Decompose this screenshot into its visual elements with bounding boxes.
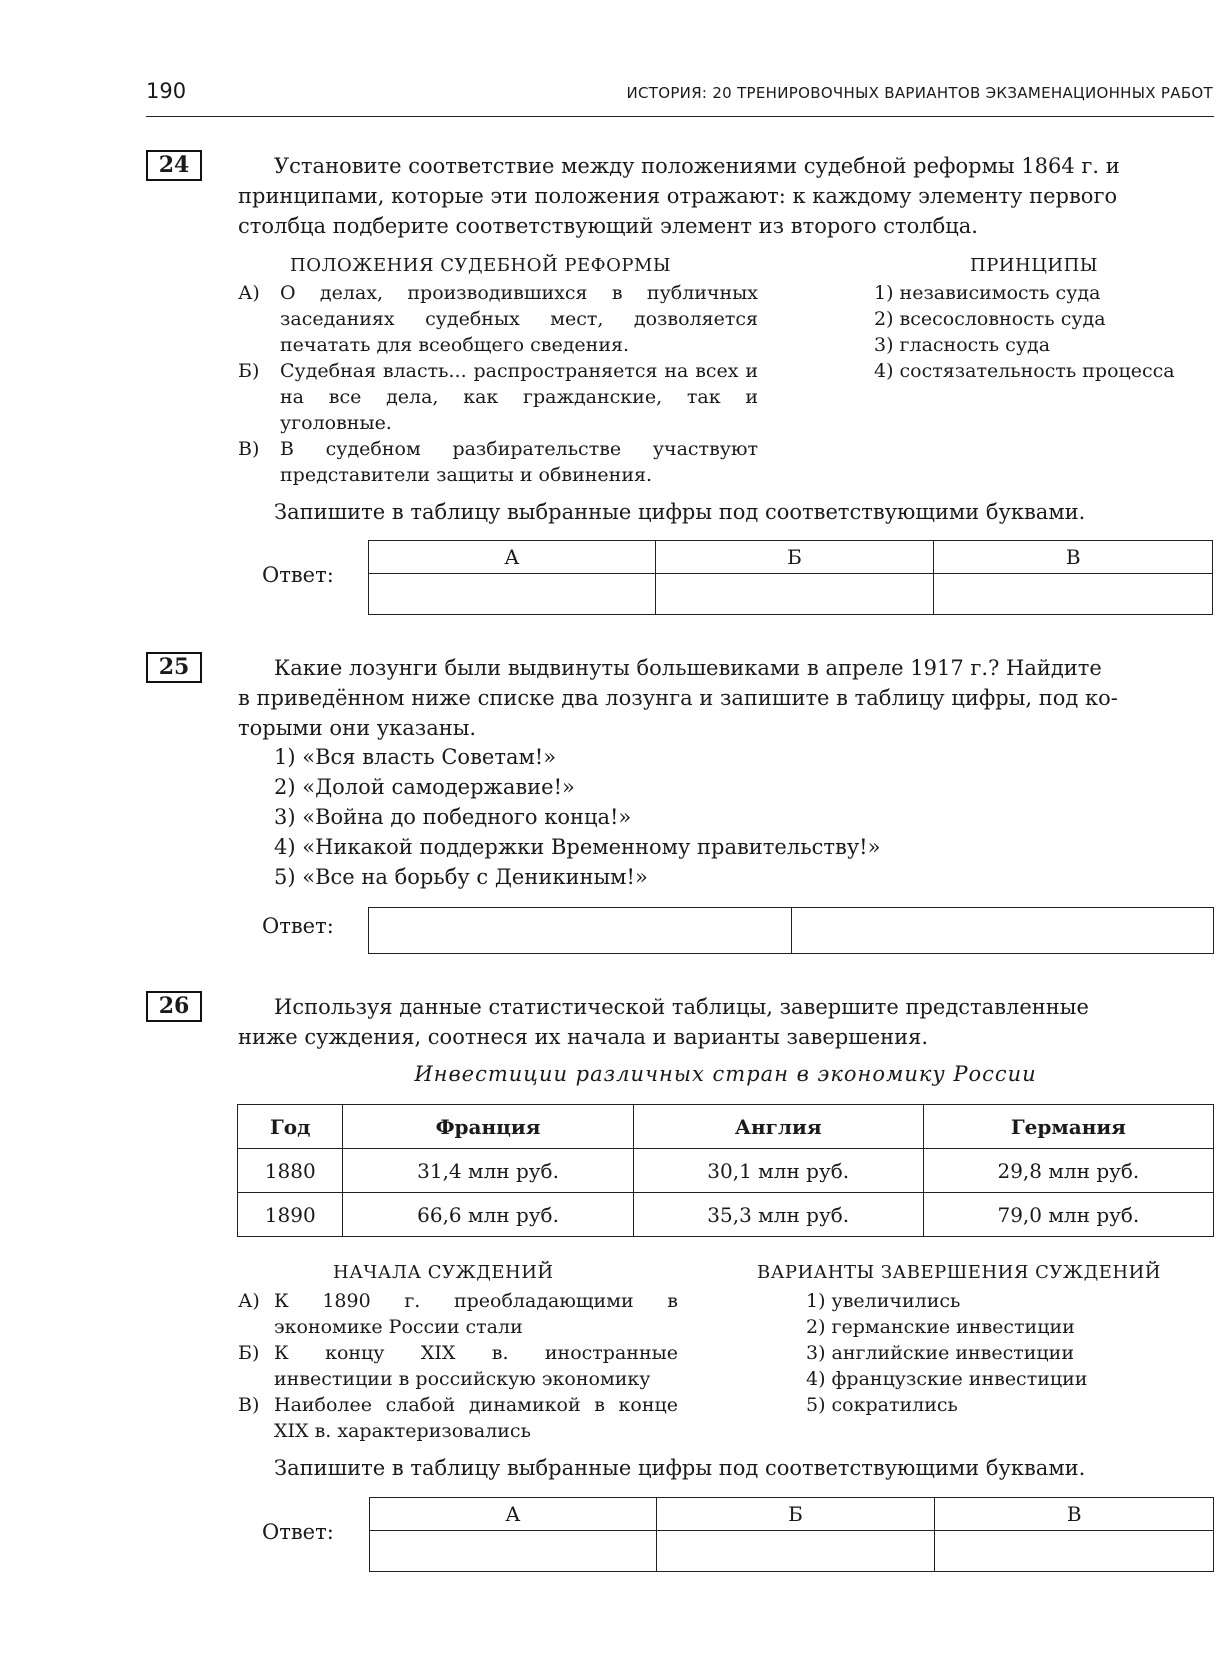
item-text: В судебном разбирательстве участвуют представители защиты и обвинения.	[280, 438, 758, 486]
answer-cell-v[interactable]	[934, 574, 1213, 615]
table-cell: 29,8 млн руб.	[923, 1149, 1213, 1193]
item-label: В)	[238, 438, 260, 460]
q25-option-2: 2) «Долой самодержавие!»	[274, 775, 575, 799]
q24-line-3: столбца подберите соответствующий элемент из второго столбца.	[238, 214, 978, 238]
q25-line-2: в приведённом ниже списке два лозунга и запишите в таблицу цифры, под ко-	[238, 686, 1118, 710]
item-label: В)	[238, 1394, 260, 1416]
table-header-germany: Германия	[923, 1105, 1213, 1149]
q26-right-item-1: 1) увеличились	[806, 1290, 961, 1312]
q24-answer-label: Ответ:	[262, 563, 334, 587]
question-24-number: 24	[146, 150, 202, 181]
q24-right-item-4: 4) состязательность процесса	[874, 360, 1175, 382]
q26-left-item-a	[238, 1288, 678, 1340]
table-cell: 1880	[238, 1149, 343, 1193]
table-cell: 31,4 млн руб.	[343, 1149, 633, 1193]
q25-option-4: 4) «Никакой поддержки Временному правительству!»	[274, 835, 881, 859]
item-text: К концу XIX в. иностранные инвестиции в российскую экономику	[274, 1342, 678, 1390]
q25-answer-table	[368, 907, 1214, 954]
question-26-number: 26	[146, 991, 202, 1022]
q25-line-3: торыми они указаны.	[238, 716, 477, 740]
q25-answer-label: Ответ:	[262, 914, 334, 938]
answer-cell-b[interactable]	[655, 574, 934, 615]
page-number: 190	[146, 79, 187, 103]
table-cell: 30,1 млн руб.	[633, 1149, 923, 1193]
table-cell: 79,0 млн руб.	[923, 1193, 1213, 1237]
q25-option-1: 1) «Вся власть Советам!»	[274, 745, 557, 769]
table-header-france: Франция	[343, 1105, 633, 1149]
q24-line-1: Установите соответствие между положениями судебной реформы 1864 г. и	[274, 154, 1120, 178]
question-25-text	[238, 653, 1213, 743]
answer-cell-2[interactable]	[791, 908, 1214, 954]
statistics-table-caption: Инвестиции различных стран в экономику России	[414, 1062, 1037, 1086]
running-title: ИСТОРИЯ: 20 ТРЕНИРОВОЧНЫХ ВАРИАНТОВ ЭКЗАМЕНАЦИОННЫХ РАБОТ	[626, 84, 1213, 102]
q26-left-item-b	[238, 1340, 678, 1392]
table-header-year: Год	[238, 1105, 343, 1149]
table-row	[238, 1193, 1214, 1237]
table-cell: 35,3 млн руб.	[633, 1193, 923, 1237]
question-26-text	[238, 992, 1213, 1052]
item-label: Б)	[238, 1342, 260, 1364]
q24-right-item-3: 3) гласность суда	[874, 334, 1051, 356]
answer-header-b: Б	[656, 1498, 935, 1531]
q24-instruction: Запишите в таблицу выбранные цифры под соответствующими буквами.	[274, 500, 1086, 524]
q24-right-heading: ПРИНЦИПЫ	[970, 255, 1099, 276]
answer-cell-b[interactable]	[656, 1531, 935, 1572]
q24-left-item-b	[238, 358, 758, 436]
item-label: Б)	[238, 360, 260, 382]
answer-cell-1[interactable]	[369, 908, 792, 954]
q24-right-item-1: 1) независимость суда	[874, 282, 1101, 304]
q26-right-item-5: 5) сократились	[806, 1394, 958, 1416]
item-text: К 1890 г. преобладающими в экономике России стали	[274, 1290, 678, 1338]
q24-answer-table	[368, 540, 1213, 615]
question-24-text	[238, 151, 1213, 241]
answer-cell-a[interactable]	[369, 574, 656, 615]
q24-right-item-2: 2) всесословность суда	[874, 308, 1106, 330]
q26-right-item-2: 2) германские инвестиции	[806, 1316, 1075, 1338]
q26-line-1: Используя данные статистической таблицы, завершите представленные	[274, 995, 1089, 1019]
question-25-number: 25	[146, 652, 202, 683]
q26-right-heading: ВАРИАНТЫ ЗАВЕРШЕНИЯ СУЖДЕНИЙ	[757, 1262, 1161, 1283]
table-row	[238, 1149, 1214, 1193]
q26-right-item-3: 3) английские инвестиции	[806, 1342, 1074, 1364]
q25-option-3: 3) «Война до победного конца!»	[274, 805, 632, 829]
statistics-table	[237, 1104, 1214, 1237]
item-text: Наиболее слабой динамикой в конце XIX в. характеризовались	[274, 1394, 678, 1442]
answer-cell-a[interactable]	[370, 1531, 657, 1572]
answer-header-a: А	[370, 1498, 657, 1531]
table-header-england: Англия	[633, 1105, 923, 1149]
answer-header-a: А	[369, 541, 656, 574]
q25-option-5: 5) «Все на борьбу с Деникиным!»	[274, 865, 648, 889]
q26-right-item-4: 4) французские инвестиции	[806, 1368, 1088, 1390]
item-text: О делах, производившихся в публичных заседаниях судебных мест, дозволяется печатать для всеобщего сведения.	[280, 282, 758, 356]
q24-left-item-c	[238, 436, 758, 488]
item-text: Судебная власть... распространяется на всех и на все дела, как гражданские, так и уголовные.	[280, 360, 758, 434]
answer-cell-v[interactable]	[935, 1531, 1214, 1572]
table-cell: 1890	[238, 1193, 343, 1237]
q26-instruction: Запишите в таблицу выбранные цифры под соответствующими буквами.	[274, 1456, 1086, 1480]
q26-left-item-c	[238, 1392, 678, 1444]
q26-left-heading: НАЧАЛА СУЖДЕНИЙ	[333, 1262, 554, 1283]
header-divider	[146, 116, 1214, 117]
item-label: А)	[238, 1290, 260, 1312]
q26-line-2: ниже суждения, соотнеся их начала и варианты завершения.	[238, 1025, 929, 1049]
q24-left-item-a	[238, 280, 758, 358]
answer-header-v: В	[934, 541, 1213, 574]
q26-answer-label: Ответ:	[262, 1520, 334, 1544]
q24-line-2: принципами, которые эти положения отражают: к каждому элементу первого	[238, 184, 1118, 208]
table-cell: 66,6 млн руб.	[343, 1193, 633, 1237]
q25-line-1: Какие лозунги были выдвинуты большевиками в апреле 1917 г.? Найдите	[274, 656, 1102, 680]
q26-answer-table	[369, 1497, 1214, 1572]
answer-header-b: Б	[655, 541, 934, 574]
answer-header-v: В	[935, 1498, 1214, 1531]
item-label: А)	[238, 282, 260, 304]
q24-left-heading: ПОЛОЖЕНИЯ СУДЕБНОЙ РЕФОРМЫ	[290, 255, 672, 276]
